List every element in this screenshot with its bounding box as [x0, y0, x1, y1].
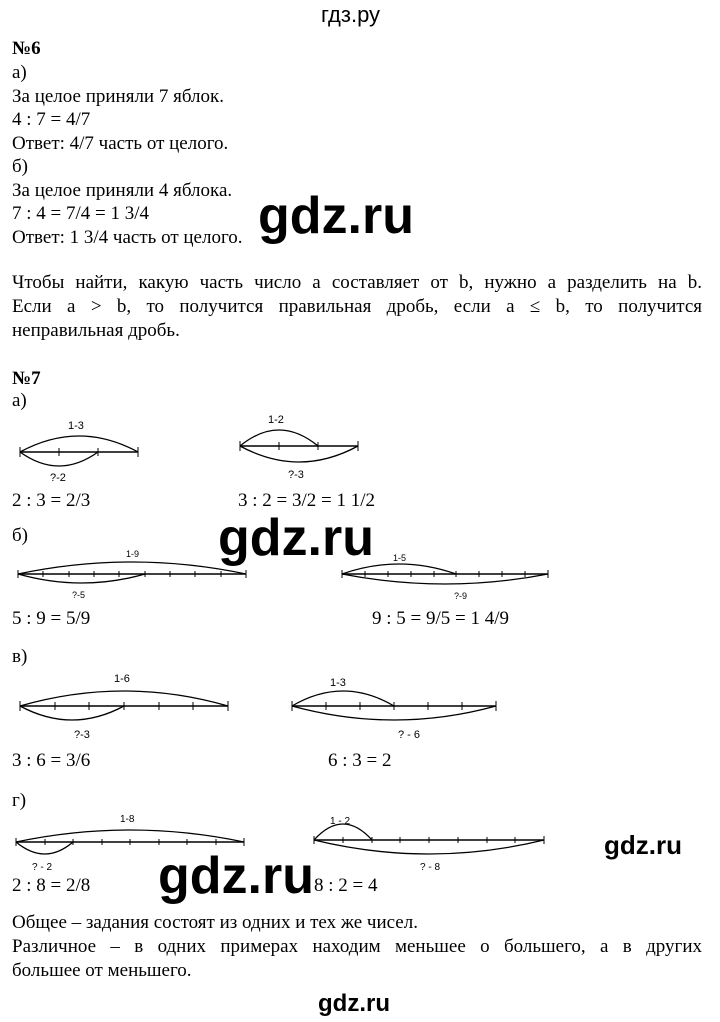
bottom-label: ? - 2 [32, 862, 53, 873]
conclusion-line2: Различное – в одних примерах находим меньшее о большего, а в других [12, 936, 702, 957]
segment-diagram-7a-1 [18, 418, 148, 484]
top-arc [18, 562, 246, 574]
task7-a-eq2: 3 : 2 = 3/2 = 1 1/2 [238, 490, 376, 511]
segment-diagram-7g-2 [310, 810, 550, 874]
watermark-1: gdz.ru [258, 187, 414, 245]
bottom-label: ?-3 [288, 469, 304, 481]
bottom-label: ?-9 [454, 591, 468, 601]
bottom-arc [20, 706, 124, 720]
segment-diagram-7b-2 [338, 548, 558, 604]
task7-g-label: г) [12, 790, 27, 811]
top-label: 1-3 [330, 677, 346, 689]
task6-number: №6 [12, 38, 41, 59]
task7-a-label: а) [12, 390, 27, 411]
bottom-arc [240, 446, 358, 462]
task6-b-label: б) [12, 156, 28, 177]
bottom-label: ?-2 [50, 472, 66, 484]
top-arc [342, 564, 456, 574]
top-label: 1-2 [268, 414, 284, 426]
watermark-4: gdz.ru [158, 847, 314, 905]
top-label: 1-5 [393, 553, 407, 563]
task6-rule-line2: Если a > b, то получится правильная дробь, если a ≤ b, то получится [12, 296, 702, 317]
top-label: 1 - 2 [330, 816, 351, 827]
bottom-label: ?-3 [74, 729, 90, 741]
bottom-label: ? - 6 [398, 729, 421, 741]
task7-v-eq2: 6 : 3 = 2 [328, 750, 392, 771]
task6-rule-line1: Чтобы найти, какую часть число a составляет от b, нужно a разделить на b. [12, 272, 702, 293]
site-header: гдз.ру [321, 2, 381, 27]
watermark-3: gdz.ru [604, 830, 682, 860]
task7-g-eq2: 8 : 2 = 4 [314, 875, 378, 896]
task6-b-line1: За целое приняли 4 яблока. [12, 180, 233, 201]
bottom-label: ? - 8 [420, 862, 441, 873]
bottom-arc [18, 574, 145, 583]
segment-diagram-7v-1 [16, 670, 238, 742]
top-label: 1-8 [120, 814, 135, 825]
task6-a-line3: Ответ: 4/7 часть от целого. [12, 133, 229, 154]
task6-a-line2: 4 : 7 = 4/7 [12, 109, 91, 130]
task6-b-line2: 7 : 4 = 7/4 = 1 3/4 [12, 203, 150, 224]
segment-diagram-7b-1 [14, 548, 254, 604]
bottom-arc [342, 574, 548, 584]
task7-b-eq2: 9 : 5 = 9/5 = 1 4/9 [372, 608, 510, 629]
task7-v-eq1: 3 : 6 = 3/6 [12, 750, 91, 771]
task6-a-label: а) [12, 62, 27, 83]
top-label: 1-9 [126, 549, 140, 559]
task7-b-label: б) [12, 525, 28, 546]
task7-g-eq1: 2 : 8 = 2/8 [12, 875, 91, 896]
top-arc [20, 436, 138, 452]
conclusion-line1: Общее – задания состоят из одних и тех же чисел. [12, 912, 418, 933]
task7-v-label: в) [12, 646, 28, 667]
segment-diagram-7v-2 [288, 670, 504, 742]
task7-b-eq1: 5 : 9 = 5/9 [12, 608, 91, 629]
task6-rule-line3: неправильная дробь. [12, 320, 180, 341]
conclusion-line3: большее от меньшего. [12, 960, 192, 981]
bottom-label: ?-5 [72, 590, 86, 600]
watermark-2: gdz.ru [218, 509, 374, 567]
segment-diagram-7a-2 [238, 412, 368, 482]
top-arc [292, 691, 394, 706]
top-label: 1-3 [68, 420, 84, 432]
watermark-footer: gdz.ru [318, 990, 390, 1017]
top-label: 1-6 [114, 673, 130, 685]
task7-a-eq1: 2 : 3 = 2/3 [12, 490, 91, 511]
task7-number: №7 [12, 368, 41, 389]
task6-a-line1: За целое приняли 7 яблок. [12, 86, 224, 107]
task6-b-line3: Ответ: 1 3/4 часть от целого. [12, 227, 243, 248]
